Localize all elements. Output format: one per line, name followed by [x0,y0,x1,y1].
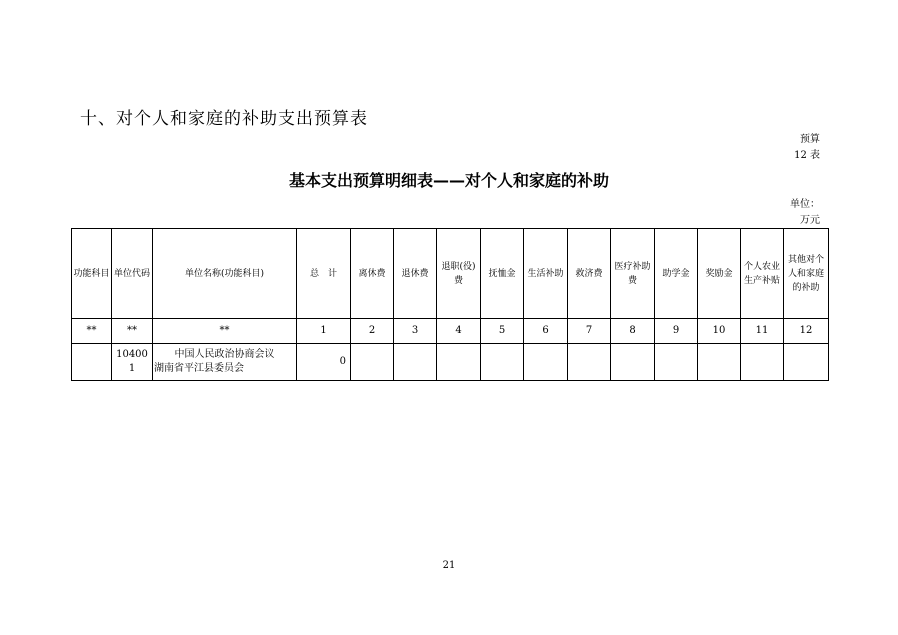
budget-table [71,228,829,381]
cell-medical [611,344,655,381]
index-cell: 7 [568,319,611,344]
header-other: 其他对个人和家庭的补助 [784,229,829,319]
header-award: 奖励金 [698,229,741,319]
header-unit-code: 单位代码 [112,229,153,319]
header-total: 总 计 [297,229,351,319]
table-number-line2: 12 表 [794,150,820,161]
header-medical: 医疗补助费 [611,229,655,319]
cell-function-subject [72,344,112,381]
header-scholarship: 助学金 [655,229,698,319]
header-unit-name: 单位名称(功能科目) [153,229,297,319]
cell-relief [568,344,611,381]
table-row [72,344,829,381]
cell-scholarship [655,344,698,381]
cell-total: 0 [297,344,351,381]
index-cell: ** [153,319,297,344]
index-cell: 8 [611,319,655,344]
cell-living-allowance [524,344,568,381]
cell-award [698,344,741,381]
page-number: 21 [442,560,456,571]
unit-name-line2: 湖南省平江县委员会 [154,363,244,374]
header-function-subject: 功能科目 [72,229,112,319]
index-cell: 12 [784,319,829,344]
header-pension: 抚恤金 [481,229,524,319]
cell-pension [481,344,524,381]
header-resignation: 退职(役)费 [437,229,481,319]
table-header-row [72,229,829,319]
index-cell: 11 [741,319,784,344]
section-heading: 十、对个人和家庭的补助支出预算表 [80,109,368,129]
table-index-row [72,319,829,344]
table-number-line1: 预算 [800,134,820,145]
cell-retirement-tui [394,344,437,381]
index-cell: ** [72,319,112,344]
index-cell: 9 [655,319,698,344]
header-relief: 救济费 [568,229,611,319]
header-retirement-tui: 退休费 [394,229,437,319]
header-retirement-li: 离休费 [351,229,394,319]
cell-unit-name [153,344,297,381]
unit-label [790,197,820,229]
index-cell: 3 [394,319,437,344]
unit-name-line1: 中国人民政治协商会议 [174,349,275,360]
index-cell: 6 [524,319,568,344]
cell-resignation [437,344,481,381]
page-title: 基本支出预算明细表——对个人和家庭的补助 [288,171,609,190]
cell-other [784,344,829,381]
index-cell: ** [112,319,153,344]
header-living-allowance: 生活补助 [524,229,568,319]
unit-label-line1: 单位： [790,199,820,210]
cell-farm-subsidy [741,344,784,381]
table-number [794,132,820,164]
index-cell: 5 [481,319,524,344]
index-cell: 4 [437,319,481,344]
unit-label-line2: 万元 [800,215,820,226]
index-cell: 1 [297,319,351,344]
header-farm-subsidy: 个人农业生产补贴 [741,229,784,319]
cell-unit-code: 104001 [112,344,153,381]
index-cell: 10 [698,319,741,344]
cell-retirement-li [351,344,394,381]
index-cell: 2 [351,319,394,344]
